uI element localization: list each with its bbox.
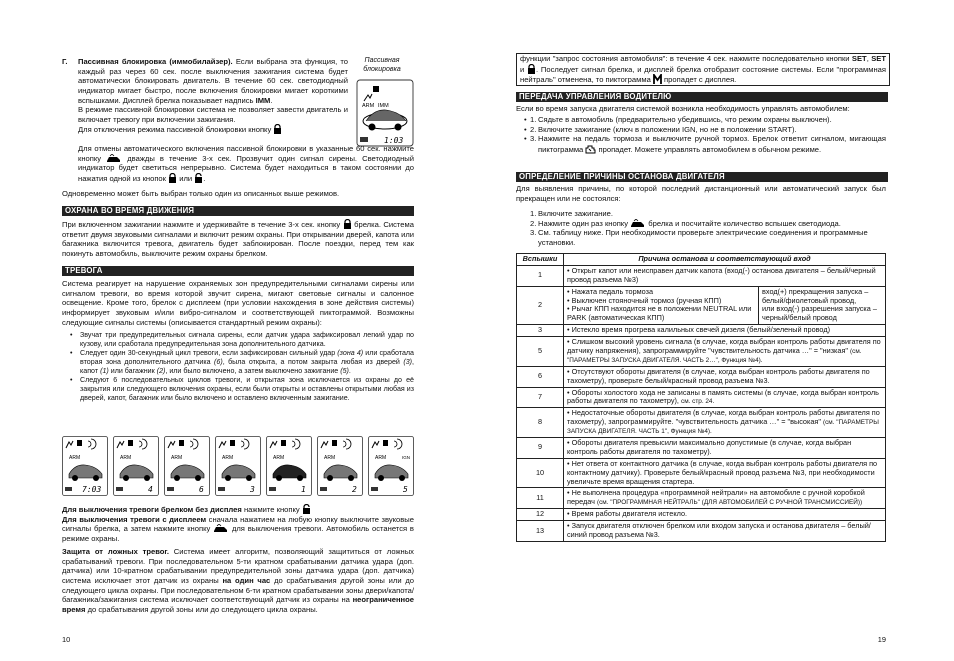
- table-row: [517, 325, 886, 337]
- table-cell-reference: (см. "ПРОГРАММНАЯ НЕЙТРАЛЬ" (ДЛЯ АВТОМОБИЛЕЙ С РУЧНОЙ ТРАНСМИССИЕЙ)): [596, 499, 863, 507]
- handover-step-2: • 2. Включите зажигание (ключ в положении IGN, но не в положении START).: [516, 125, 886, 135]
- table-cell-cause: • Время работы двигателя истекло.: [564, 509, 886, 521]
- table-cell-flashes: 13: [517, 521, 564, 542]
- alarm-text: Система реагирует на нарушение охраняемых зон предупредительными сигналами сирены или сигналом тревоги, во время которой звучит сирена, мигают световые сигналы и салонное освещение. Кроме того, брелок с дисплеем (при условии нахождения в зоне действия системы) информирует звуковым и/или вибро-сигналом и соответствующей пиктограммой. Возможны следующие сигналы системы (описывается стандартный режим охраны):: [62, 279, 414, 327]
- fob-display: [215, 436, 261, 496]
- passive-section: Г. Пассивная блокировка (иммобилайзер). Если выбрана эта функция, то каждый раз через 60 сек. после выключения зажигания система будет автоматически блокировать двигатель. В течение 60 сек. светодиодный индикатор мигает быстро, после включения блокировки мигает короткими вспышками. Дисплей брелка показывает надпись IMM. В режиме пассивной блокировки система не позволяет завести двигатель и включает тревогу при включении зажигания. Для отключения режима пассивной блокировки кнопку: [62, 57, 348, 135]
- right-page: [477, 0, 954, 661]
- cause-table-wrap: [516, 253, 886, 542]
- fob-display: [266, 436, 312, 496]
- fob-display: [317, 436, 363, 496]
- table-cell-cause: • Отсутствуют обороты двигателя (в случае, когда выбран контроль работы двигателя по тахометру), проверьте белый/красный провод разъема №3.: [564, 366, 886, 387]
- section-header-handover: ПЕРЕДАЧА УПРАВЛЕНИЯ ВОДИТЕЛЮ: [516, 92, 888, 102]
- section-header-cause: ОПРЕДЕЛЕНИЕ ПРИЧИНЫ ОСТАНОВА ДВИГАТЕЛЯ: [516, 172, 888, 182]
- passive-cancel: Для отмены автоматического включения пассивной блокировки в указанные 60 сек. нажмите кнопку дважды в течение 3-х сек. Прозвучит один сигнал сирены. Светодиодный индикатор будет светиться непрерывно. Система будет находиться в таком состоянии до нажатия одной из кнопок или .: [78, 144, 414, 183]
- handover-step-3: • 3. Нажмите на педаль тормоза и выключите ручной тормоз. Брелок ответит сигналом, мигающая пиктограмма пропадет. Можете управлять автомобилем в обычном режиме.: [516, 134, 886, 154]
- fob-zone-digit: 1: [301, 485, 306, 494]
- passive-p2: В режиме пассивной блокировки система не позволяет завести двигатель и включает тревогу при включении зажигания.: [78, 105, 348, 124]
- fob-arm-label: ARM: [222, 455, 234, 461]
- passive-imm: IMM: [255, 95, 271, 105]
- alarm-list: [62, 331, 414, 403]
- page-number-right: 19: [877, 634, 886, 644]
- table-cell-input: вход(+) прекращения запуска – белый/фиолетовый провод, или вход(-) разрешения запуска – черный/белый провод: [759, 286, 886, 325]
- fob-display: [62, 436, 108, 496]
- cause-intro: Для выявления причины, по которой последний дистанционный или автоматический запуск был прекращен или не состоялся:: [516, 184, 886, 203]
- passive-title: Пассивная блокировка (иммобилайзер).: [78, 57, 233, 66]
- cause-table: [516, 253, 886, 542]
- handover-list: [516, 115, 886, 155]
- table-cell-flashes: 8: [517, 408, 564, 438]
- table-cell-cause: • Запуск двигателя отключен брелком или входом запуска и останова двигателя – белый/синий провод разъема №3.: [564, 521, 886, 542]
- fob-arm-label: ARM: [171, 455, 183, 461]
- disable-alarm: Для выключения тревоги брелком без дисплея нажмите кнопку Для выключения тревоги с дисплеем сначала нажатием на любую кнопку выключите звуковые сигналы брелка, а затем нажмите кнопку для выключения тревоги. Автомобиль останется в режиме охраны.: [62, 505, 414, 543]
- handover-step-1: • 1. Сядьте в автомобиль (предварительно убедившись, что режим охраны выключен).: [516, 115, 886, 125]
- table-cell-cause: • Не выполнена процедура «программной нейтрали» на автомобиле с ручной коробкой передач (см. "ПРОГРАММНАЯ НЕЙТРАЛЬ" (ДЛЯ АВТОМОБИЛЕЙ С РУЧНОЙ ТРАНСМИССИЕЙ)): [564, 488, 886, 509]
- passive-p1: Если выбрана эта функция, то каждый раз через 60 сек. после выключения зажигания система будет автоматически блокировать двигатель. В течение 60 сек. светодиодный индикатор мигает быстро, после включения блокировки мигает короткими вспышками. Дисплей брелка показывает надпись: [78, 57, 348, 105]
- table-cell-cause: • Истекло время прогрева калильных свечей дизеля (белый/зеленый провод): [564, 325, 886, 337]
- table-row: [517, 458, 886, 488]
- fob-zone-digit: 3: [250, 485, 255, 494]
- page-number-left: 10: [62, 634, 71, 644]
- handover-intro: Если во время запуска двигателя системой возникла необходимость управлять автомобилем:: [516, 104, 850, 113]
- table-cell-flashes: 1: [517, 265, 564, 286]
- fob-display: [368, 436, 414, 496]
- passive-note: Одновременно может быть выбран только один из описанных выше режимов.: [62, 189, 340, 198]
- fob-imm-label: IMM: [378, 103, 389, 109]
- table-cell-flashes: 12: [517, 509, 564, 521]
- table-row: [517, 337, 886, 367]
- table-row: [517, 387, 886, 408]
- table-cell-flashes: 3: [517, 325, 564, 337]
- table-cell-cause: • Обороты двигателя превысили максимально допустимые (в случае, когда выбран контроль работы двигателя по тахометру).: [564, 438, 886, 459]
- fob-arm-label: ARM: [324, 455, 336, 461]
- table-row: [517, 438, 886, 459]
- cause-table-body: [517, 265, 886, 541]
- fob-arm-label: ARM: [375, 455, 387, 461]
- table-cell-cause: • Обороты холостого хода не записаны в память системы (в случае, когда выбран контроль работы двигателя по тахометру), см. стр. 24.: [564, 387, 886, 408]
- unlock-icon: [194, 173, 203, 183]
- fob-arm-label: ARM: [362, 103, 375, 109]
- cause-list: [516, 209, 886, 248]
- car-bell-icon: [630, 219, 646, 228]
- table-header-cause: Причина останова и соответствующий вход: [564, 254, 886, 266]
- table-cell-reference: (см. "ПАРАМЕТРЫ ЗАПУСКА ДВИГАТЕЛЯ. ЧАСТЬ 2…", Функция №4).: [567, 348, 862, 364]
- section-header-motion: ОХРАНА ВО ВРЕМЯ ДВИЖЕНИЯ: [62, 206, 414, 216]
- table-cell-cause: • Слишком высокий уровень сигнала (в случае, когда выбран контроль работы двигателя по датчику напряжения), запрограммируйте "чувствительность датчика …" = "низкая" (см. "ПАРАМЕТРЫ ЗАПУСКА ДВИГАТЕЛЯ. ЧАСТЬ 2…", Функция №4).: [564, 337, 886, 367]
- table-cell-flashes: 7: [517, 387, 564, 408]
- cause-step-1: 1. Включите зажигание.: [530, 209, 613, 218]
- table-cell-flashes: 5: [517, 337, 564, 367]
- alarm-bullet: • Звучат три предупредительных сигнала сирены, если датчик удара зафиксировал легкий удар по кузову, или сработала предупредительная зона дополнительного датчика.: [62, 331, 414, 349]
- soft-neutral-note: функции "запрос состояния автомобиля": в течение 4 сек. нажмите последовательно кнопки SET, SET и . Последует сигнал брелка, и дисплей брелка отобразит состояние системы. Если "программная нейтраль" отменена, то пиктограмма пропадет с дисплея.: [516, 53, 890, 86]
- passive-caption: Пассивная блокировка: [363, 57, 401, 73]
- fob-zone-digit: 7:03: [82, 485, 102, 494]
- passive-p4b: дважды в течение 3-х сек. Прозвучит один сигнал сирены. Светодиодный индикатор будет светиться непрерывно. Система будет находиться в таком состоянии до нажатия одной из кнопок: [78, 153, 414, 183]
- table-cell-cause: • Нет ответа от контактного датчика (в случае, когда выбран контроль работы двигателя по контактному датчику). Проверьте белый/красный провод разъема №3, при необходимости увеличьте время вращения стартера.: [564, 458, 886, 488]
- table-cell-reference: см. стр. 24.: [681, 398, 715, 406]
- fob-display: [164, 436, 210, 496]
- table-cell-cause: • Нажата педаль тормоза • Выключен стояночный тормоз (ручная КПП) • Рычаг КПП находится не в положении NEUTRAL или PARK (автоматическая КПП): [564, 286, 759, 325]
- lock-icon: [527, 64, 536, 74]
- passive-fob-display: [356, 79, 414, 147]
- table-row: [517, 521, 886, 542]
- table-row: [517, 509, 886, 521]
- table-cell-flashes: 6: [517, 366, 564, 387]
- section-header-alarm: ТРЕВОГА: [62, 266, 414, 276]
- cause-step-3: 3. См. таблицу ниже. При необходимости проверьте электрические соединения и программные установки.: [530, 228, 868, 247]
- alarm-bullet: • Следует один 30-секундный цикл тревоги, если зафиксирован сильный удар (зона 4) или сработала вторая зона дополнительного датчика (6), была открыта, а потом закрыта любая из дверей (3), капот (1) или багажник (2), или было включено, а затем выключено зажигание (5).: [62, 349, 414, 376]
- fob-time: 1:03: [384, 136, 404, 145]
- fob-zone-digit: 4: [148, 485, 153, 494]
- unlock-icon: [302, 504, 311, 514]
- table-row: [517, 286, 886, 325]
- fob-display-row: [62, 436, 414, 498]
- lock-icon: [273, 124, 282, 134]
- table-cell-flashes: 11: [517, 488, 564, 509]
- car-bell-icon: [106, 154, 122, 163]
- fob-ign-label: IGN: [402, 455, 411, 460]
- passive-p4a: Для отмены автоматического включения пассивной блокировки в указанные 60 сек. нажмите кнопку: [78, 144, 414, 163]
- table-cell-flashes: 9: [517, 438, 564, 459]
- table-row: [517, 366, 886, 387]
- fob-display: [113, 436, 159, 496]
- false-alarm-protection: Защита от ложных тревог. Система имеет алгоритм, позволяющий защититься от ложных срабатываний тревоги. При последовательном 5-ти кратном срабатывании датчика удара (доп. датчика) или 10-кратном срабатывании предупредительной зоны датчика удара (доп. датчика) система исключает этот датчик из охраны на один час до срабатывания другой зоны или до следующего цикла охраны. При последовательном 6-ти кратном срабатывании зоны двери/капота/багажника/зажигания система исключает соответствующий датчик из охраны на неограниченное время до срабатывания другой зоны или до следующего цикла охраны.: [62, 547, 414, 614]
- passive-letter: Г.: [62, 57, 68, 66]
- table-cell-reference: (см. "ПАРАМЕТРЫ ЗАПУСКА ДВИГАТЕЛЯ. ЧАСТЬ 1", Функция №4).: [567, 419, 879, 436]
- passive-p4c: или: [179, 173, 193, 183]
- fob-arm-label: ARM: [69, 455, 81, 461]
- engine-start-icon: [585, 144, 596, 154]
- table-row: [517, 488, 886, 509]
- table-cell-cause: • Недостаточные обороты двигателя (в случае, когда выбран контроль работы двигателя по тахометру), запрограммируйте. "чувствительность датчика …" = "высокая" (см. "ПАРАМЕТРЫ ЗАПУСКА ДВИГАТЕЛЯ. ЧАСТЬ 1", Функция №4).: [564, 408, 886, 438]
- passive-p3: Для отключения режима пассивной блокировки кнопку: [78, 125, 272, 135]
- table-cell-cause: • Открыт капот или неисправен датчик капота (вход(-) останова двигателя – белый/черный провод разъема №3): [564, 265, 886, 286]
- lock-icon: [343, 219, 352, 229]
- table-cell-flashes: 10: [517, 458, 564, 488]
- table-row: [517, 408, 886, 438]
- fob-arm-label: ARM: [120, 455, 132, 461]
- table-row: [517, 265, 886, 286]
- fob-zone-digit: 5: [403, 485, 408, 494]
- alarm-bullet: • Следуют 6 последовательных циклов тревоги, и открытая зона исключается из охраны до её закрытия или следующего включения охраны, если были открыты и оставлены открытыми любая из дверей, капот, багажник или было включено и оставлено включенным зажигание.: [62, 376, 414, 403]
- car-bell-icon: [213, 524, 229, 533]
- fob-arm-label: ARM: [273, 455, 285, 461]
- table-cell-flashes: 2: [517, 286, 564, 325]
- lock-icon: [168, 173, 177, 183]
- cause-step-2: 2. Нажмите один раз кнопку брелка и посчитайте количество вспышек светодиода.: [530, 218, 841, 228]
- fob-zone-digit: 6: [199, 485, 204, 494]
- table-header-flashes: Вспышки: [517, 254, 564, 266]
- fob-zone-digit: 2: [352, 485, 357, 494]
- neutral-m-icon: [653, 74, 662, 84]
- motion-text: При включенном зажигании нажмите и удерживайте в течение 3-х сек. кнопку брелка. Система ответит двумя звуковыми сигналами и включит режим охраны. При открывании дверей, капота или багажника включится тревога, двигатель будет заблокирован. После поездки, перед тем как покинуть автомобиль, выключите режим охраны брелком.: [62, 220, 414, 258]
